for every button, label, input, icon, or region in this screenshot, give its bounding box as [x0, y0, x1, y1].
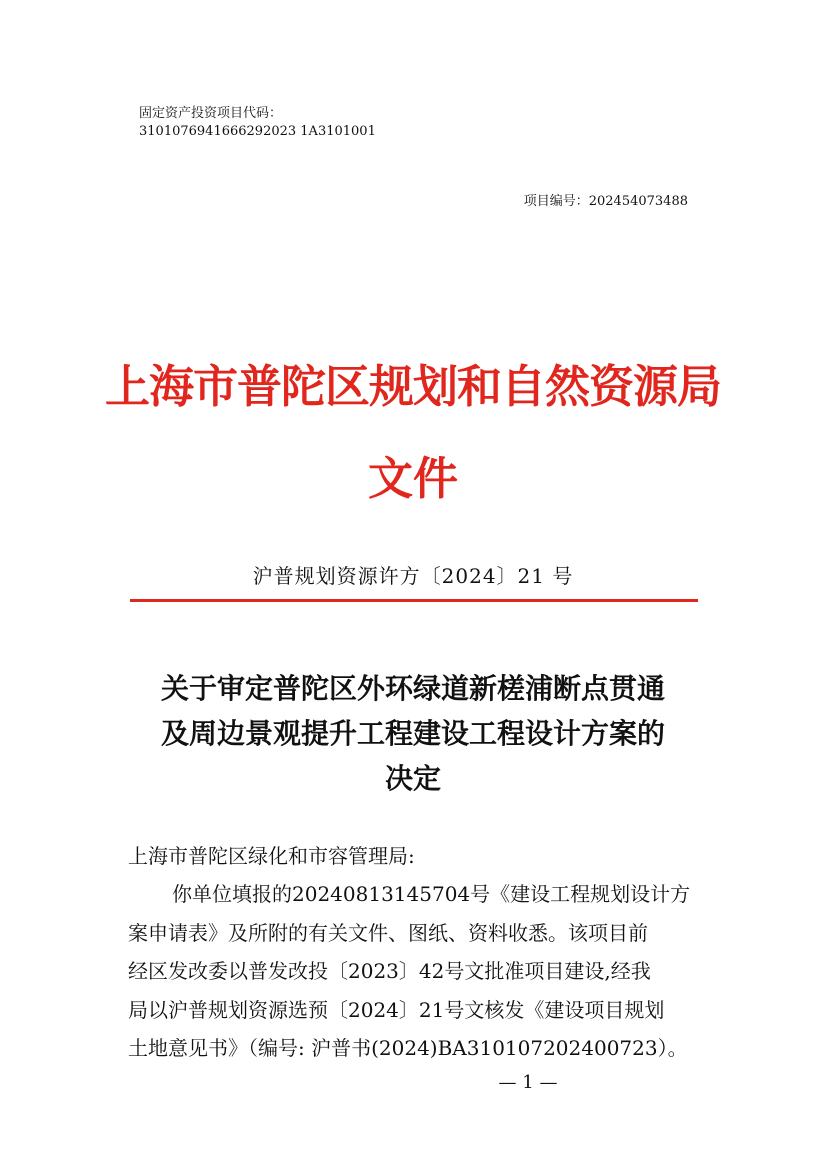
project-code-label: 固定资产投资项目代码： — [139, 106, 283, 121]
document-number: 沪普规划资源许方〔2024〕21 号 — [252, 564, 574, 588]
body-line: 土地意见书》（编号: 沪普书(2024)BA310107202400723）。 — [128, 1036, 688, 1060]
body-line: 局以沪普规划资源选预〔2024〕21号文核发《建设项目规划 — [128, 998, 665, 1022]
project-code-value: 3101076941666292023 1A3101001 — [139, 124, 376, 139]
page-number: — 1 — — [498, 1072, 558, 1093]
issuing-agency: 上海市普陀区规划和自然资源局 — [104, 360, 721, 413]
document-kind: 文件 — [367, 452, 458, 505]
document-title-line-1: 关于审定普陀区外环绿道新槎浦断点贯通 — [160, 672, 665, 705]
red-divider — [130, 599, 698, 602]
document-title-line-3: 决定 — [384, 762, 441, 795]
project-number: 项目编号：202454073488 — [523, 194, 688, 209]
body-line: 经区发改委以普发改投〔2023〕42号文批准项目建设,经我 — [128, 959, 651, 983]
body-line: 你单位填报的20240813145704号《建设工程规划设计方 — [172, 882, 691, 906]
addressee: 上海市普陀区绿化和市容管理局: — [128, 844, 415, 868]
body-line: 案申请表》及所附的有关文件、图纸、资料收悉。该项目前 — [128, 921, 648, 945]
document-title-line-2: 及周边景观提升工程建设工程设计方案的 — [160, 717, 665, 750]
